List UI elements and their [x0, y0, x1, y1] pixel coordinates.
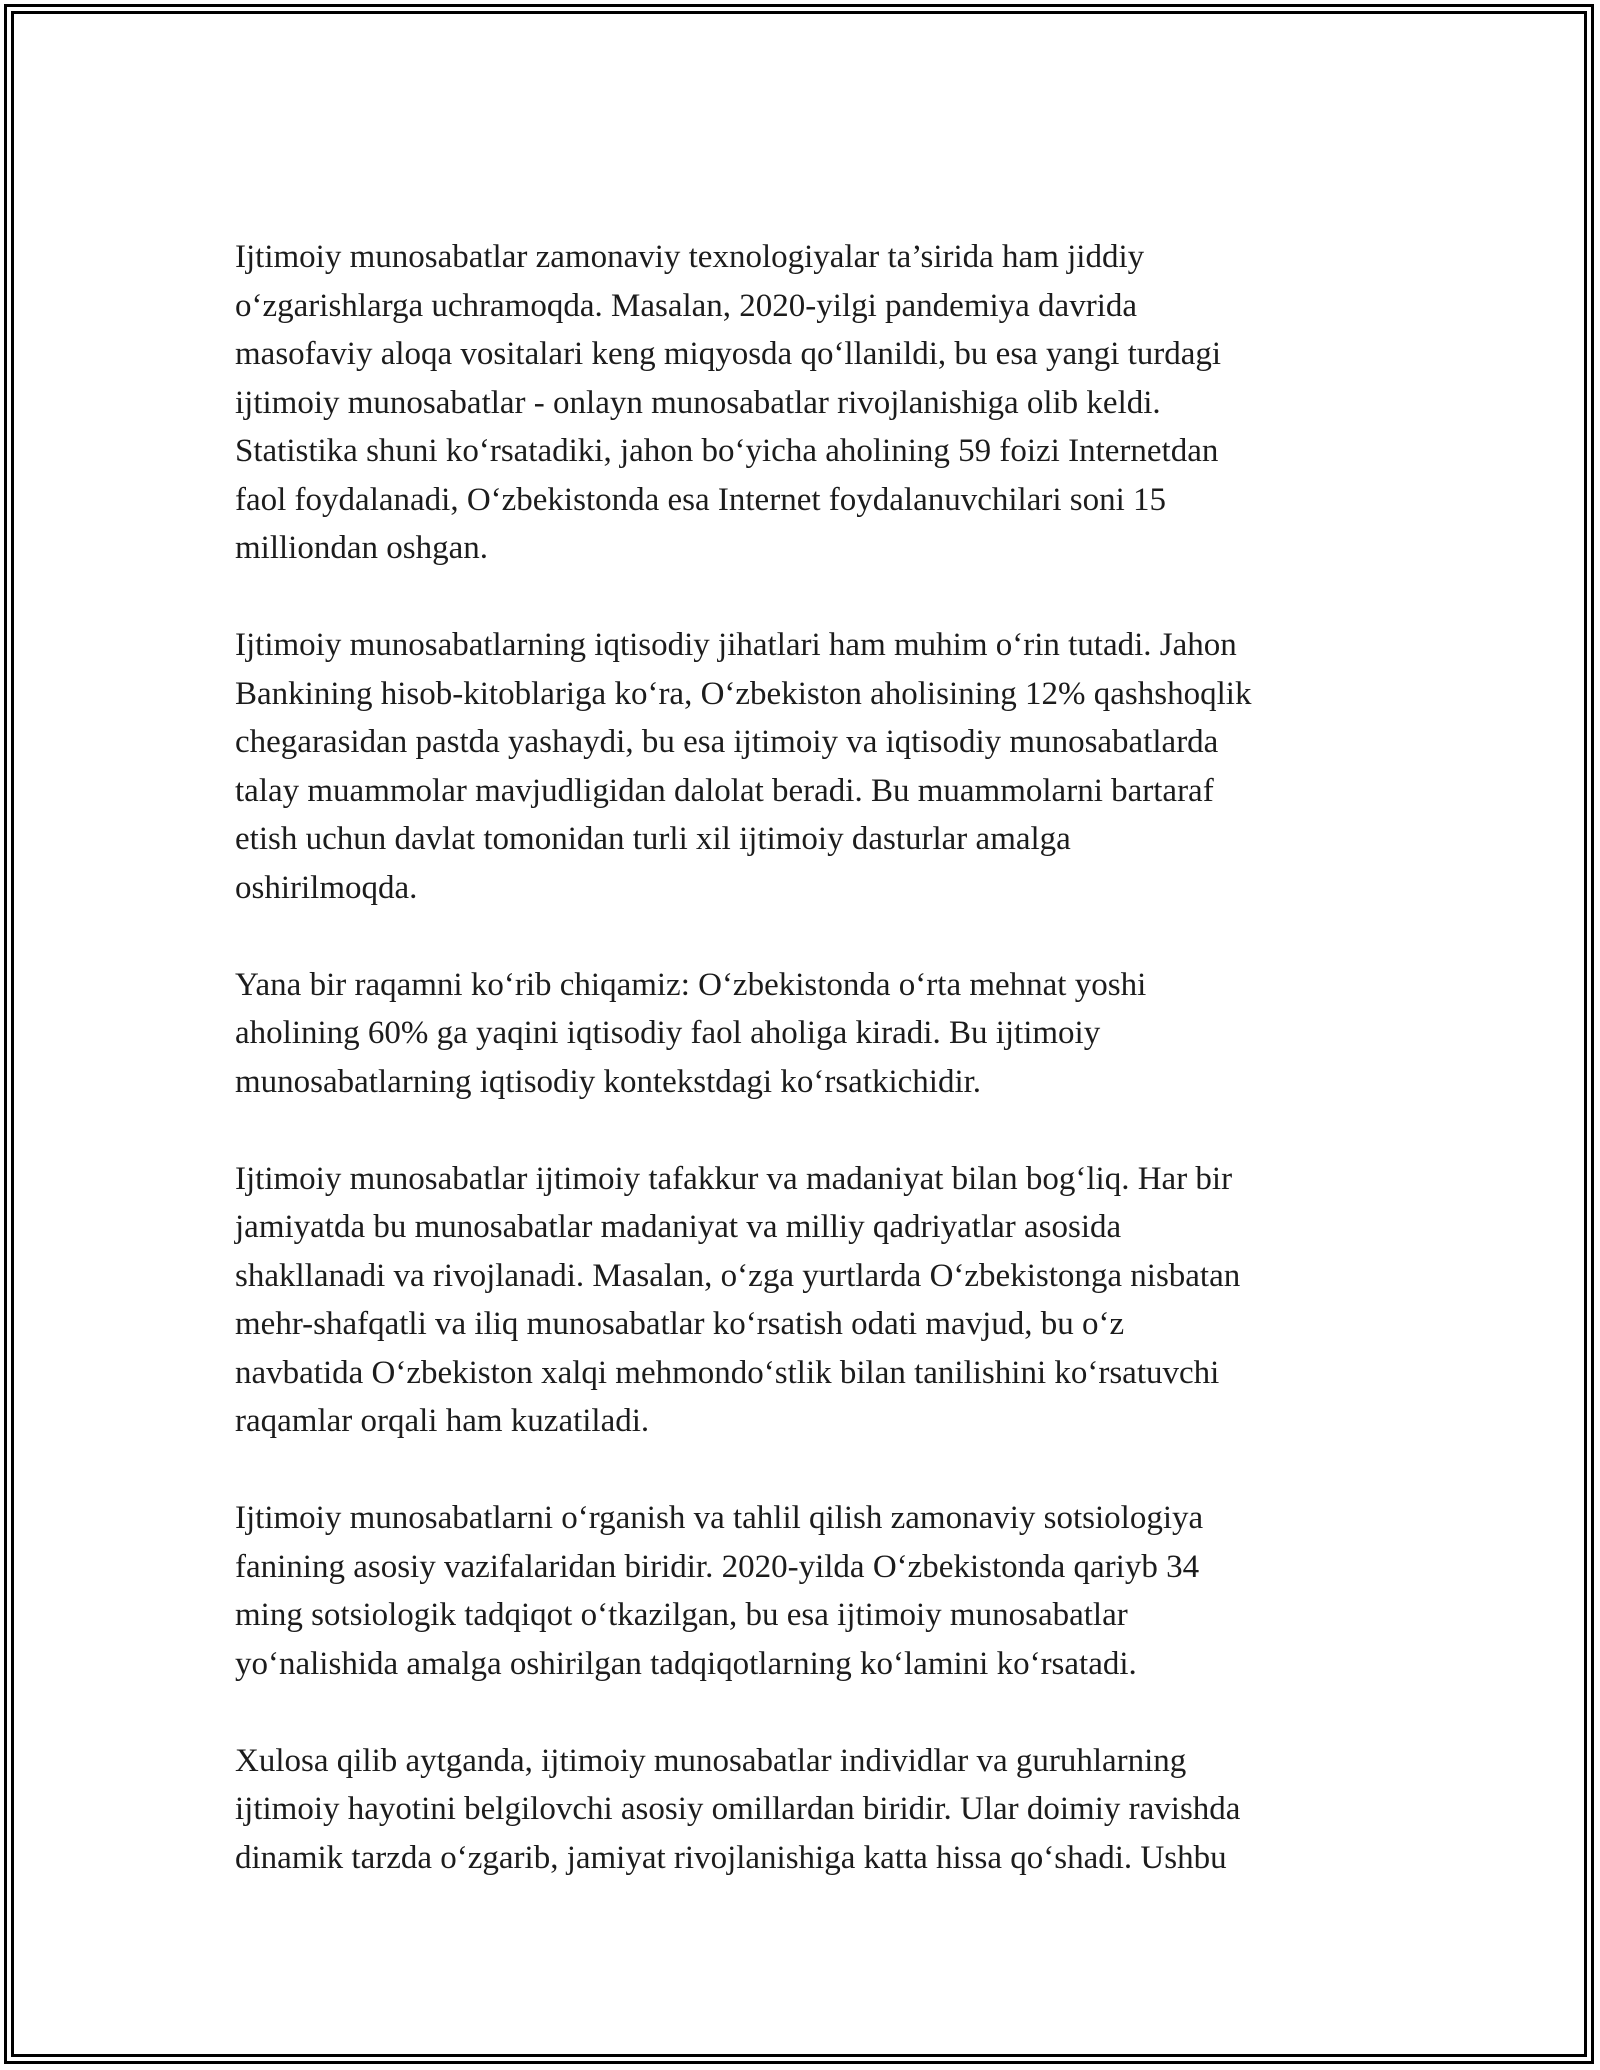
paragraph-1: Ijtimoiy munosabatlar zamonaviy texnologiyalar ta’sirida ham jiddiy o‘zgarishlarga uchramoqda. Masalan, 2020-yilgi pandemiya davrida masofaviy aloqa vositalari keng miqyosda qo‘llanildi, bu esa yangi turdagi ijtimoiy munosabatlar - onlayn munosabatlar rivojlanishiga olib keldi. Statistika shuni ko‘rsatadiki, jahon bo‘yicha aholining 59 foizi Internetdan faol foydalanadi, O‘zbekistonda esa Internet foydalanuvchilari soni 15 milliondan oshgan.: [235, 239, 1222, 566]
document-body: [235, 233, 1395, 1931]
paragraph-2: Ijtimoiy munosabatlarning iqtisodiy jihatlari ham muhim o‘rin tutadi. Jahon Bankining hisob-kitoblariga ko‘ra, O‘zbekiston aholisining 12% qashshoqlik chegarasidan pastda yashaydi, bu esa ijtimoiy va iqtisodiy munosabatlarda talay muammolar mavjudligidan dalolat beradi. Bu muammolarni bartaraf etish uchun davlat tomonidan turli xil ijtimoiy dasturlar amalga oshirilmoqda.: [235, 627, 1252, 906]
paragraph-3: Yana bir raqamni ko‘rib chiqamiz: O‘zbekistonda o‘rta mehnat yoshi aholining 60% ga yaqini iqtisodiy faol aholiga kiradi. Bu ijtimoiy munosabatlarning iqtisodiy kontekstdagi ko‘rsatkichidir.: [235, 966, 1147, 1100]
paragraph-5: Ijtimoiy munosabatlarni o‘rganish va tahlil qilish zamonaviy sotsiologiya fanining asosiy vazifalaridan biridir. 2020-yilda O‘zbekistonda qariyb 34 ming sotsiologik tadqiqot o‘tkazilgan, bu esa ijtimoiy munosabatlar yo‘nalishida amalga oshirilgan tadqiqotlarning ko‘lamini ko‘rsatadi.: [235, 1500, 1204, 1682]
paragraph-6: Xulosa qilib aytganda, ijtimoiy munosabatlar individlar va guruhlarning ijtimoiy hayotini belgilovchi asosiy omillardan biridir. Ular doimiy ravishda dinamik tarzda o‘zgarib, jamiyat rivojlanishiga katta hissa qo‘shadi. Ushbu: [235, 1742, 1241, 1876]
paragraph-4: Ijtimoiy munosabatlar ijtimoiy tafakkur va madaniyat bilan bog‘liq. Har bir jamiyatda bu munosabatlar madaniyat va milliy qadriyatlar asosida shakllanadi va rivojlanadi. Masalan, o‘zga yurtlarda O‘zbekistonga nisbatan mehr-shafqatli va iliq munosabatlar ko‘rsatish odati mavjud, bu o‘z navbatida O‘zbekiston xalqi mehmondo‘stlik bilan tanilishini ko‘rsatuvchi raqamlar orqali ham kuzatiladi.: [235, 1160, 1241, 1439]
